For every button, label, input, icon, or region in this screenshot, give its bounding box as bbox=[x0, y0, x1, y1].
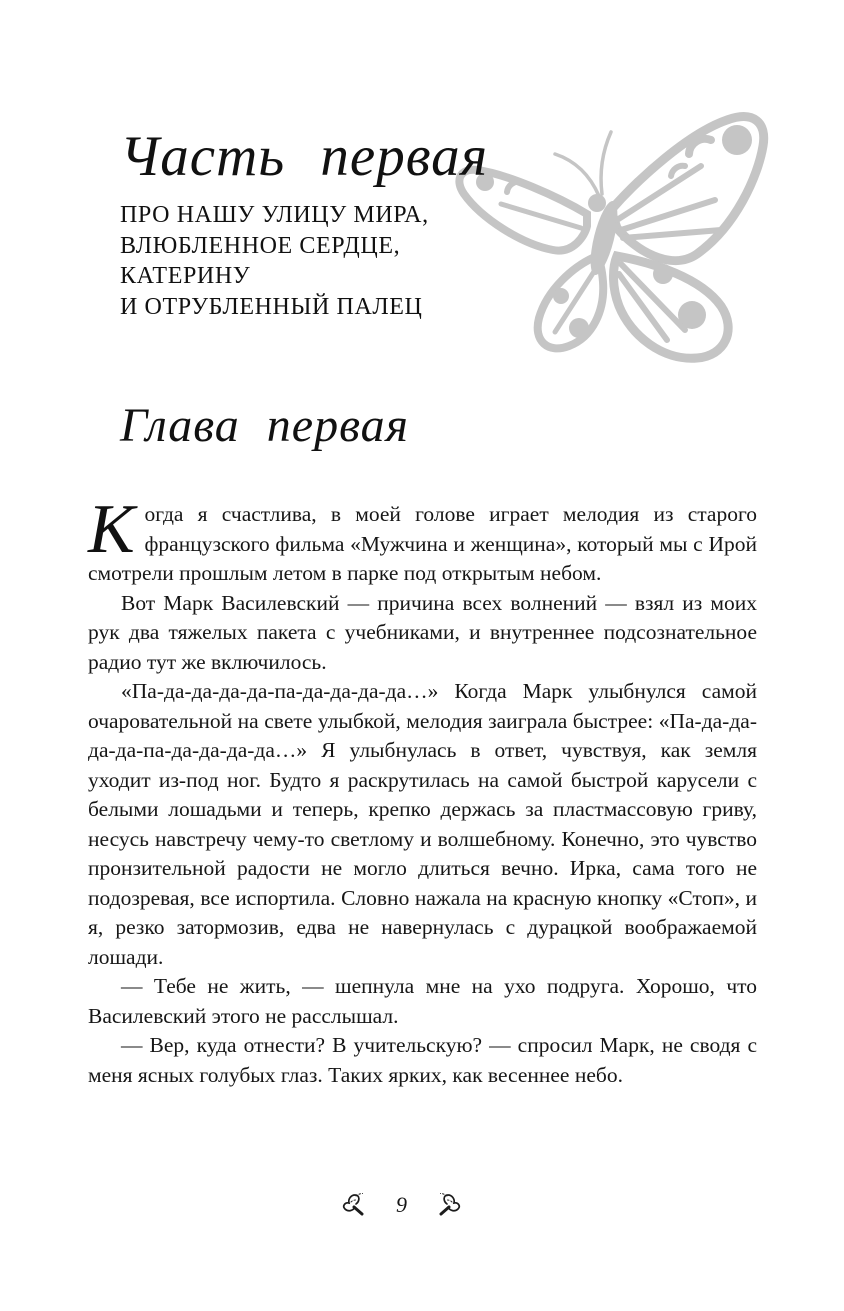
part-header bbox=[120, 126, 550, 322]
part-title: Часть первая bbox=[120, 125, 489, 188]
paragraph bbox=[88, 491, 757, 589]
part-subtitle-line: ПРО НАШУ УЛИЦУ МИРА, bbox=[120, 202, 429, 228]
part-subtitle-line: КАТЕРИНУ bbox=[120, 263, 251, 289]
part-subtitle-line: И ОТРУБЛЕННЫЙ ПАЛЕЦ bbox=[120, 293, 423, 320]
paragraph-text: огда я счастлива, в моей голове играет мелодия из старого французского фильма «Мужчина и женщина», который мы с Ирой смотрели прошлым летом в парке под открытым небом. bbox=[88, 502, 757, 585]
paragraph: — Тебе не жить, — шепнула мне на ухо подруга. Хорошо, что Василевский этого не расслышал. bbox=[88, 974, 757, 1028]
paragraph: — Вер, куда отнести? В учительскую? — спросил Марк, не сводя с меня ясных голубых глаз. Таких ярких, как весеннее небо. bbox=[88, 1033, 757, 1087]
body-text bbox=[88, 491, 757, 1090]
page-number: 9 bbox=[396, 1192, 407, 1217]
part-subtitle bbox=[120, 200, 550, 322]
butterfly-ornament-left-icon bbox=[340, 1190, 370, 1220]
dropcap: К bbox=[88, 491, 135, 568]
paragraph: Вот Марк Василевский — причина всех волнений — взял из моих рук два тяжелых пакета с учебниками, и внутреннее подсознательное радио тут же включилось. bbox=[88, 590, 757, 674]
butterfly-ornament-right-icon bbox=[433, 1190, 463, 1220]
part-subtitle-line: ВЛЮБЛЕННОЕ СЕРДЦЕ, bbox=[120, 232, 401, 259]
chapter-title: Глава первая bbox=[120, 399, 409, 452]
paragraph: «Па-да-да-да-да-па-да-да-да-да…» Когда Марк улыбнулся самой очаровательной на свете улыбкой, мелодия заиграла быстрее: «Па-да-да-да-да-па-да-да-да-да…» Я улыбнулась в ответ, чувствуя, как земля уходит из-под ног. Будто я раскрутилась на самой быстрой карусели с белыми лошадьми и теперь, крепко держась за пластмассовую гриву, несусь навстречу чему-то светлому и волшебному. Конечно, это чувство пронзительной радости не могло длиться вечно. Ирка, сама того не подозревая, все испортила. Словно нажала на красную кнопку «Стоп», и я, резко затормозив, едва не навернулась с дурацкой воображаемой лошади. bbox=[88, 679, 757, 969]
page-footer bbox=[88, 1190, 715, 1220]
